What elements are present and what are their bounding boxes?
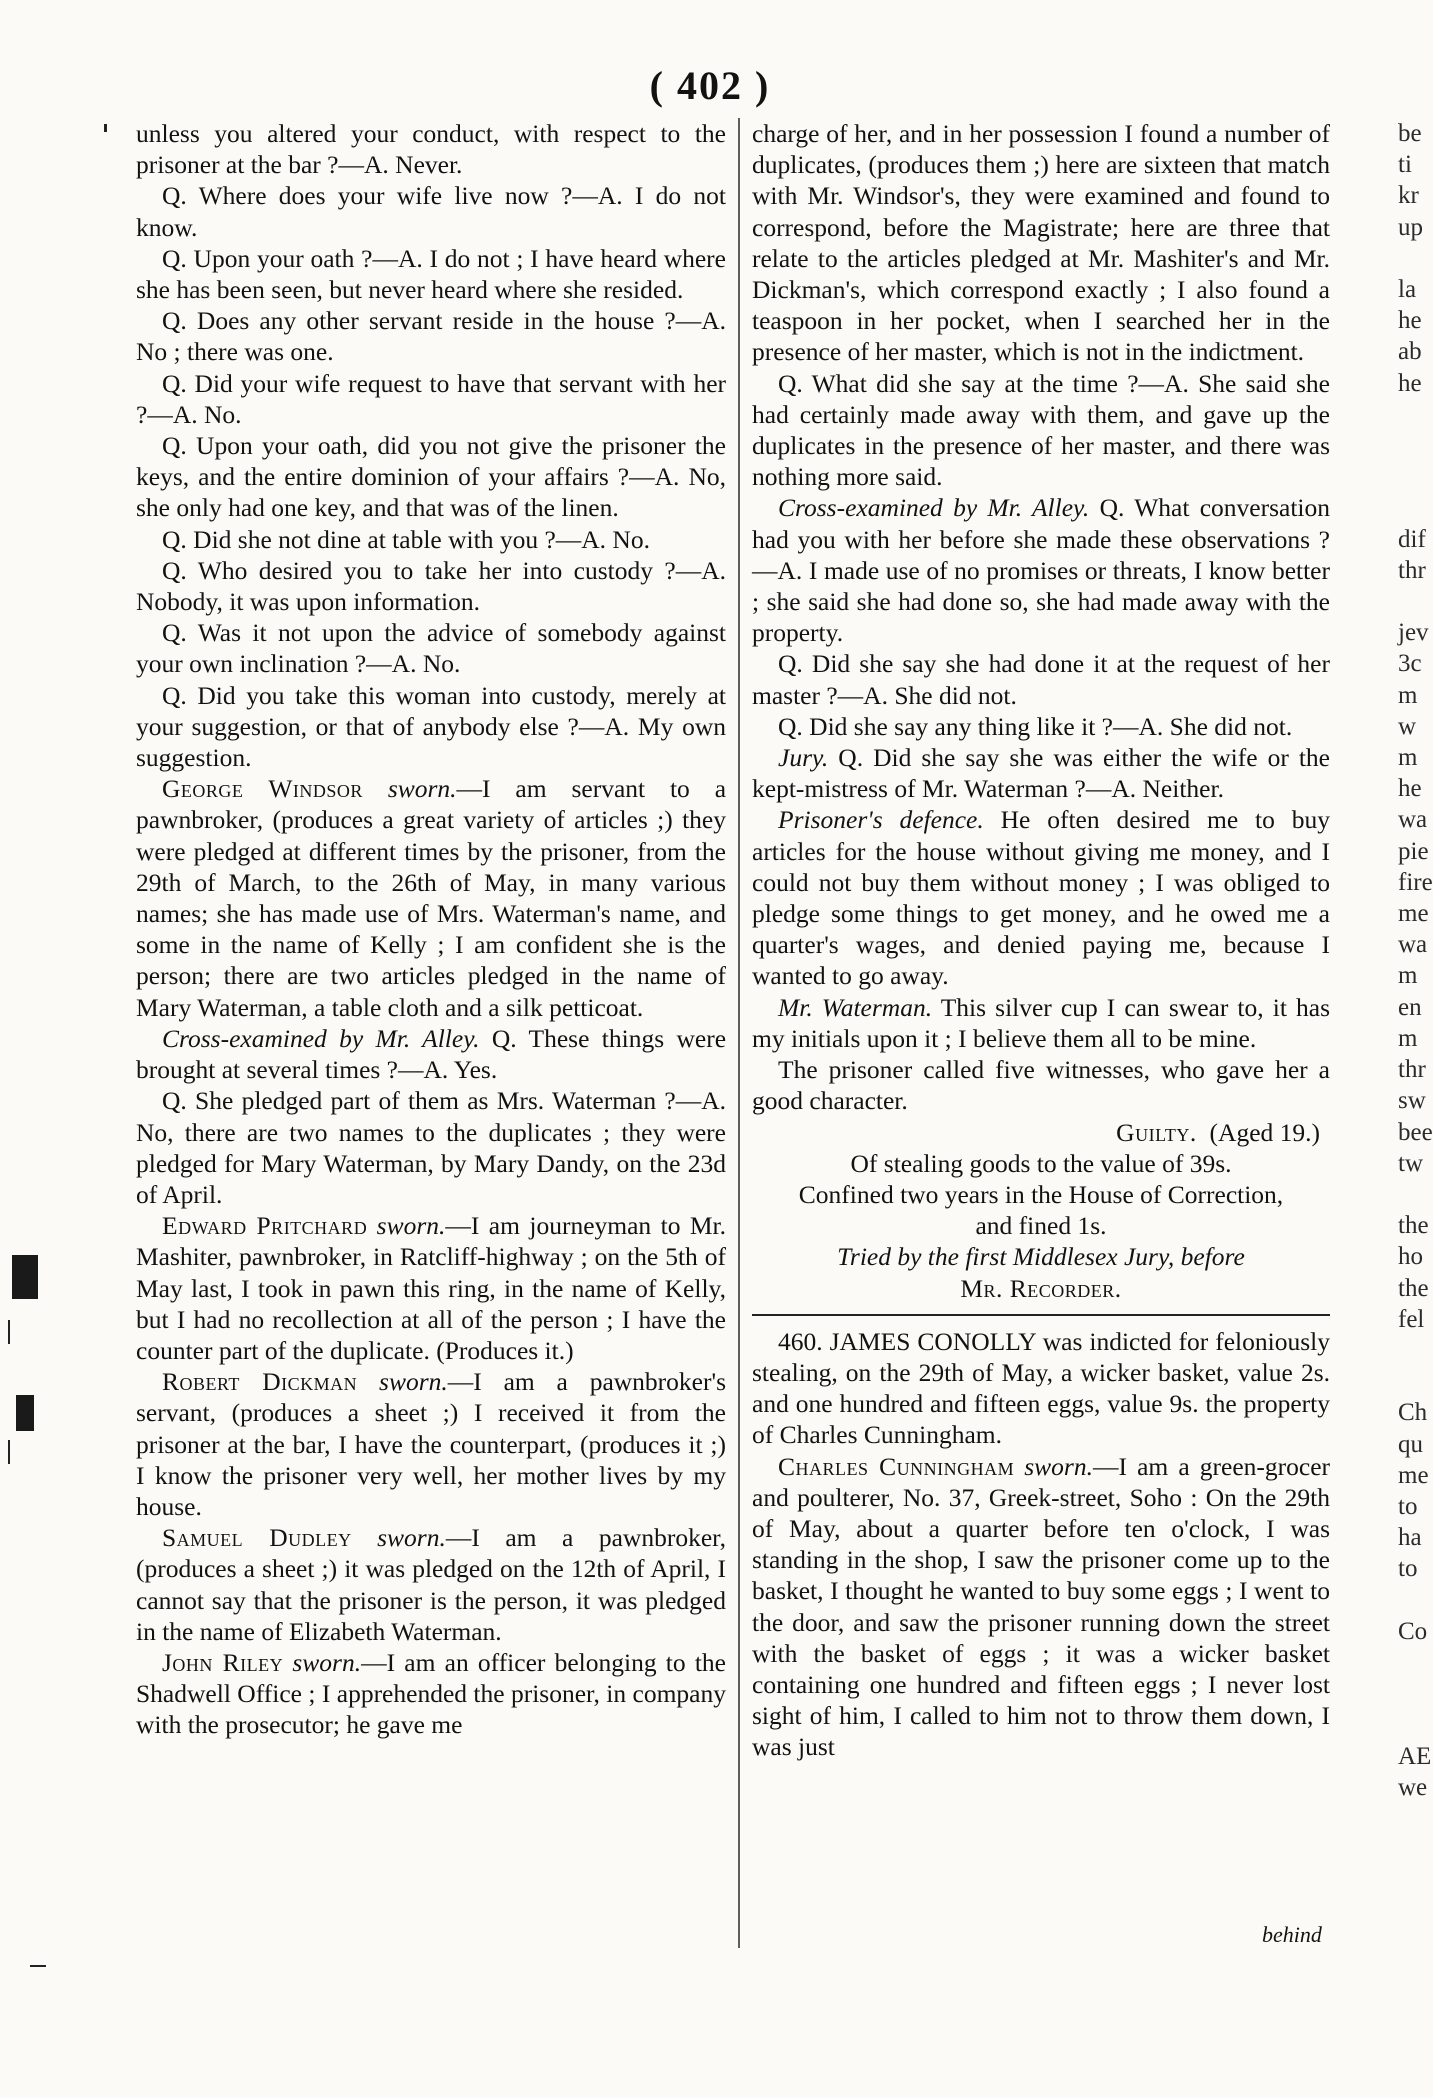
verdict-sentence: Confined two years in the House of Correction, — [798, 1179, 1284, 1209]
bleed-fragment — [1398, 1585, 1429, 1616]
cross-text: Q. What conversation had you with her before she made these observations ?—A. I made use of no promises or threats, I know better ; she said she had done so, she had made away with the property. — [752, 493, 1331, 648]
sworn-label: sworn. — [376, 1211, 446, 1241]
bleed-fragment: m — [1398, 1024, 1418, 1052]
paragraph: Q. Who desired you to take her into custody ?—A. Nobody, it was upon information. — [136, 555, 726, 617]
bleed-fragment: m — [1398, 744, 1418, 772]
right-column — [752, 118, 1330, 1763]
bleed-fragment: me — [1398, 1461, 1429, 1489]
bleed-fragment: m — [1398, 681, 1418, 709]
case-separator-rule — [752, 1314, 1330, 1316]
witness-text: —I am a pawnbroker's servant, (produces a sheet ;) I received it from the prisoner at the bar, I have the counterpart, (produces it ;) I know the prisoner very well, her mother lives by my house. — [136, 1367, 726, 1521]
bleed-fragment: AE — [1398, 1742, 1432, 1770]
defence-label: Prisoner's defence. — [778, 805, 984, 835]
bleed-fragment — [1398, 586, 1429, 617]
witness-name: John Riley — [162, 1647, 284, 1677]
paragraph: The prisoner called five witnesses, who gave her a good character. — [752, 1055, 1330, 1116]
bleed-fragment — [1398, 243, 1429, 274]
verdict-offence: Of stealing goods to the value of 39s. — [850, 1148, 1232, 1178]
jury-text: Q. Did she say she was either the wife or the kept-mistress of Mr. Waterman ?—A. Neither. — [752, 743, 1331, 804]
bleed-fragment: w — [1398, 712, 1417, 740]
bleed-fragment: ha — [1398, 1524, 1422, 1552]
witness-name: George Windsor — [162, 774, 363, 804]
margin-blot — [16, 1395, 34, 1431]
paragraph: Q. What did she say at the time ?—A. She said she had certainly made away with them, and gave up the duplicates in the presence of her master, and there was nothing more said. — [752, 368, 1330, 492]
paragraph: charge of her, and in her possession I found a number of duplicates, (produces them ;) here are sixteen that match with Mr. Windsor's, they were examined and found to correspond, before the Magistrate; here are three that relate to the articles pledged at Mr. Mashiter's and Mr. Dickman's, which correspond exactly ; I also found a teaspoon in her pocket, when I searched her in the presence of her master, which is not in the indictment. — [752, 119, 1330, 367]
witness-text: —I am an officer belonging to the Shadwell Office ; I apprehended the prisoner, in company with the prosecutor; he gave me — [136, 1647, 726, 1740]
bleed-fragment — [1398, 399, 1429, 430]
column-divider — [738, 118, 740, 1948]
defendant-name: JAMES CONOLLY — [829, 1326, 1036, 1356]
witness-name: Samuel Dudley — [162, 1523, 352, 1553]
case-number: 460. — [778, 1326, 823, 1356]
bleed-fragment: jev — [1398, 619, 1429, 647]
bleed-fragment: la — [1398, 276, 1417, 304]
bleed-fragment: qu — [1398, 1430, 1423, 1458]
bleed-fragment: he — [1398, 307, 1422, 335]
bleed-fragment: he — [1398, 775, 1422, 803]
sworn-label: sworn. — [387, 774, 457, 804]
paragraph: Q. Was it not upon the advice of somebody against your own inclination ?—A. No. — [136, 618, 726, 679]
bleed-fragment: thr — [1398, 1056, 1426, 1084]
bleed-fragment: pie — [1398, 837, 1429, 865]
page-number: ( 402 ) — [649, 63, 771, 108]
bleed-fragment: m — [1398, 962, 1418, 990]
bleed-fragment: kr — [1398, 182, 1419, 210]
witness-paragraph — [136, 1366, 726, 1522]
bleed-fragment: wa — [1398, 931, 1428, 959]
verdict-guilty: Guilty. — [1116, 1117, 1197, 1147]
paragraph: Q. Does any other servant reside in the house ?—A. No ; there was one. — [136, 306, 726, 367]
bleed-fragment: fire — [1398, 868, 1433, 896]
witness-text: —I am journeyman to Mr. Mashiter, pawnbroker, in Ratcliff-highway ; on the 5th of May last, I took in pawn this ring, in the name of Kelly, but I had no recollection at all of the person ; I have the counter part of the duplicate. (Produces it.) — [136, 1211, 727, 1365]
paragraph: Q. Did your wife request to have that servant with her ?—A. No. — [136, 368, 726, 429]
margin-tick — [104, 124, 107, 132]
witness-paragraph — [752, 1451, 1330, 1763]
witness-text: —I am a green-grocer and poulterer, No. 37, Greek-street, Soho : On the 29th of May, about a quarter before ten o'clock, I was standing in the shop, I saw the prisoner come up to the basket, I thought he wanted to buy some eggs ; I went to the door, and saw the prisoner running down the street with the basket of eggs ; it was a wicker basket containing one hundred and fifteen eggs ; I never lost sight of him, I called to him not to throw them down, I was just — [752, 1451, 1330, 1762]
paragraph: Q. Upon your oath ?—A. I do not ; I have heard where she has been seen, but never heard where she resided. — [136, 243, 726, 305]
jury-paragraph — [752, 742, 1330, 804]
bleed-fragment: tw — [1398, 1149, 1423, 1177]
witness-name: Edward Pritchard — [162, 1211, 368, 1241]
defence-text: He often desired me to buy articles for the house without giving me money, and I could not buy them without money ; I was obliged to pledge some things to get money, and he owed me a quarter's wages, and denied paying me, because I wanted to go away. — [752, 805, 1330, 991]
bleed-fragment — [1398, 1647, 1429, 1678]
paragraph: Q. Where does your wife live now ?—A. I do not know. — [136, 181, 726, 242]
cross-label: Cross-examined by Mr. Alley. — [778, 493, 1090, 523]
verdict-age: (Aged 19.) — [1209, 1117, 1320, 1147]
bleed-fragment: Ch — [1398, 1399, 1428, 1427]
paragraph: Q. Did she say any thing like it ?—A. She did not. — [778, 711, 1293, 741]
cross-label: Cross-examined by Mr. Alley. — [162, 1023, 480, 1053]
bleed-fragment: ab — [1398, 338, 1422, 366]
bleed-fragment: dif — [1398, 525, 1426, 553]
left-column — [136, 118, 726, 1741]
bleed-fragment: ho — [1398, 1243, 1423, 1271]
bleed-fragment: up — [1398, 213, 1423, 241]
margin-tick — [8, 1320, 10, 1344]
paragraph: Q. Upon your oath, did you not give the prisoner the keys, and the entire dominion of your affairs ?—A. No, she only had one key, and that was of the linen. — [136, 431, 726, 523]
witness-paragraph — [136, 1210, 726, 1366]
cross-text: Q. These things were brought at several times ?—A. Yes. — [136, 1023, 727, 1085]
defence-paragraph — [752, 804, 1330, 991]
cross-paragraph — [136, 1023, 726, 1085]
bleed-fragment — [1398, 1678, 1429, 1709]
verdict-line — [752, 1117, 1330, 1148]
bleed-fragment: bee — [1398, 1118, 1433, 1146]
trial-note: Tried by the first Middlesex Jury, before — [837, 1242, 1245, 1272]
sworn-label: sworn. — [379, 1367, 448, 1397]
paragraph: Q. Did she say she had done it at the request of her master ?—A. She did not. — [752, 649, 1330, 710]
bleed-fragment: to — [1398, 1555, 1418, 1583]
bleed-fragment: me — [1398, 900, 1429, 928]
paragraph: Q. Did you take this woman into custody, merely at your suggestion, or that of anybody else ?—A. My own suggestion. — [136, 680, 726, 773]
bleed-fragment: to — [1398, 1492, 1418, 1520]
bleed-fragment — [1398, 492, 1429, 523]
bleed-fragment: the — [1398, 1212, 1429, 1240]
witness-text: —I am a pawnbroker, (produces a sheet ;) it was pledged on the 12th of April, I cannot say that the prisoner is the person, it was pledged in the name of Elizabeth Waterman. — [136, 1523, 726, 1646]
statement-paragraph — [752, 992, 1330, 1054]
witness-name: Robert Dickman — [162, 1367, 358, 1397]
witness-paragraph — [136, 1647, 726, 1741]
bleed-fragment: en — [1398, 993, 1422, 1021]
bleed-fragment — [1398, 461, 1429, 492]
statement-text: This silver cup I can swear to, it has my initials upon it ; I believe them all to be mine. — [752, 992, 1330, 1053]
bleed-fragment: Co — [1398, 1617, 1428, 1645]
bleed-fragment: we — [1398, 1773, 1428, 1801]
witness-name: Charles Cunningham — [778, 1451, 1015, 1481]
jury-label: Jury. — [778, 743, 829, 773]
case-heading-paragraph — [752, 1326, 1330, 1451]
margin-tick — [30, 1965, 46, 1967]
bleed-fragment: ti — [1398, 151, 1412, 179]
witness-paragraph — [136, 773, 726, 1023]
bleed-fragment — [1398, 430, 1429, 461]
bleed-fragment: fel — [1398, 1305, 1425, 1333]
margin-tick — [8, 1440, 10, 1464]
verdict-fine: and fined 1s. — [975, 1211, 1107, 1241]
margin-blot — [12, 1255, 38, 1299]
bleed-fragment — [1398, 1366, 1429, 1397]
bleed-fragment: be — [1398, 120, 1422, 147]
bleed-fragment: 3c — [1398, 650, 1422, 678]
sworn-label: sworn. — [377, 1523, 446, 1553]
paragraph: Q. Did she not dine at table with you ?—A. No. — [162, 524, 650, 554]
bleed-fragment — [1398, 1179, 1429, 1210]
paragraph: unless you altered your conduct, with respect to the prisoner at the bar ?—A. Never. — [136, 119, 726, 180]
cross-paragraph — [752, 492, 1330, 648]
bleed-fragment — [1398, 1335, 1429, 1366]
bleed-fragment — [1398, 1709, 1429, 1740]
speaker-label: Mr. Waterman. — [778, 992, 933, 1022]
bleed-fragment: sw — [1398, 1087, 1426, 1115]
bleed-through-text — [1398, 118, 1433, 1803]
bleed-fragment: he — [1398, 369, 1422, 397]
catchword: behind — [1262, 1922, 1322, 1947]
sworn-label: sworn. — [292, 1647, 362, 1677]
bleed-fragment: wa — [1398, 806, 1428, 834]
paragraph: Q. She pledged part of them as Mrs. Waterman ?—A. No, there are two names to the duplicates ; they were pledged for Mary Waterman, by Mary Dandy, on the 23d of April. — [136, 1086, 726, 1209]
witness-text: —I am servant to a pawnbroker, (produces a great variety of articles ;) they were pledged at different times by the prisoner, from the 29th of March, to the 26th of May, in many various names; she has made use of Mrs. Waterman's name, and some in the name of Kelly ; I am confident she is the person; there are two articles pledged in the name of Mary Waterman, a table cloth and a silk petticoat. — [136, 774, 727, 1022]
indictment-text: was indicted for feloniously stealing, on the 29th of May, a wicker basket, value 2s. and one hundred and fifteen eggs, value 9s. the property of Charles Cunningham. — [752, 1326, 1330, 1450]
trial-judge: Mr. Recorder. — [960, 1273, 1122, 1303]
bleed-fragment: thr — [1398, 556, 1426, 584]
witness-paragraph — [136, 1522, 726, 1647]
sworn-label: sworn. — [1024, 1451, 1093, 1481]
bleed-fragment: the — [1398, 1274, 1429, 1302]
